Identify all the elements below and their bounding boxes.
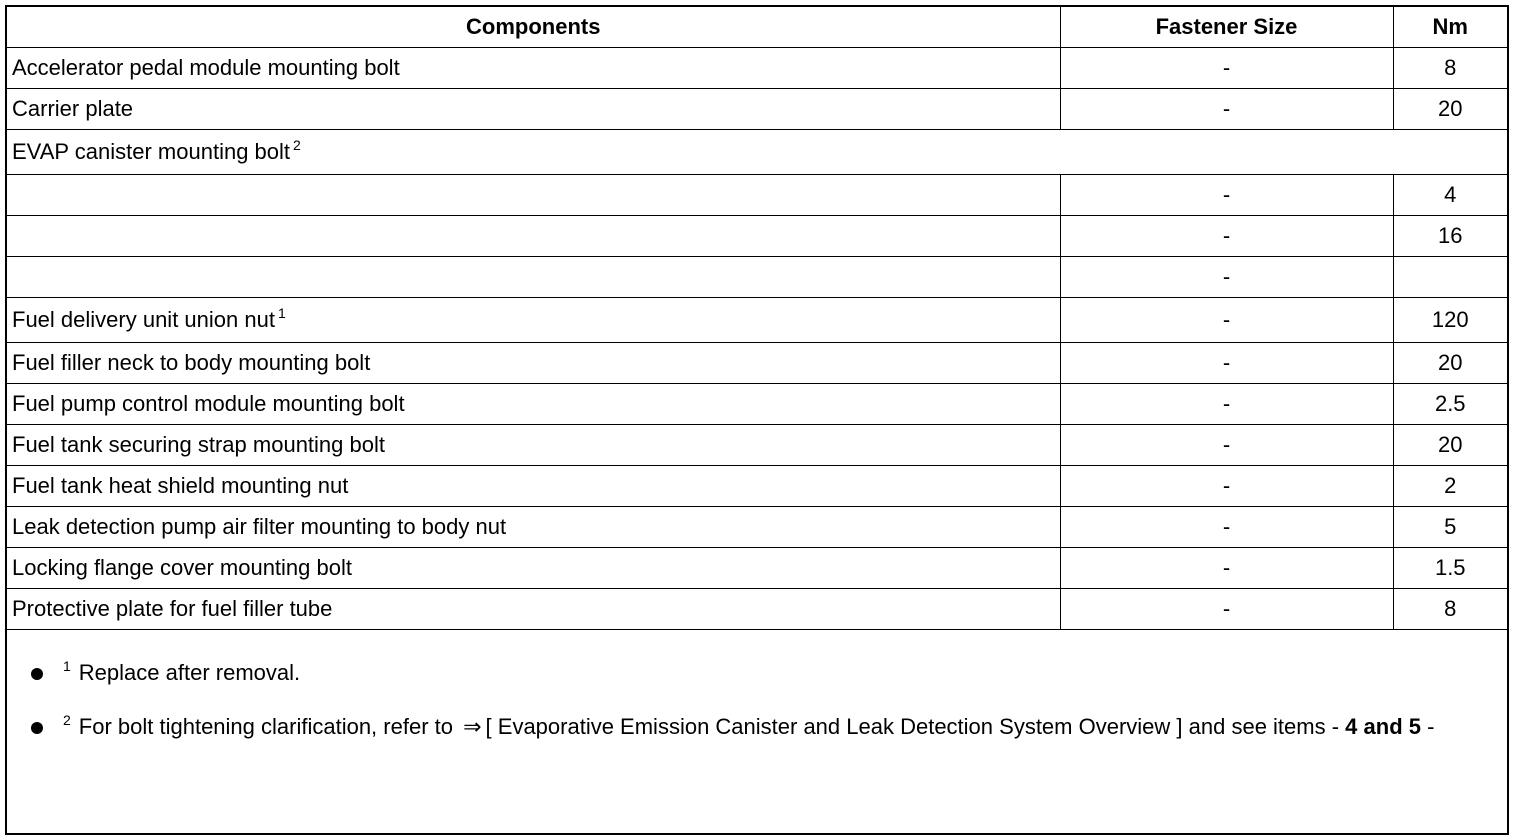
fastener-size-cell: - xyxy=(1060,589,1393,630)
component-cell: Fuel tank heat shield mounting nut xyxy=(7,466,1060,507)
fastener-size-cell: - xyxy=(1060,548,1393,589)
fastener-size-cell: - xyxy=(1060,507,1393,548)
table-row xyxy=(7,216,1507,257)
arrow-right-icon: ⇒ xyxy=(463,714,482,739)
bullet-icon xyxy=(31,668,43,680)
component-cell: Fuel pump control module mounting bolt xyxy=(7,384,1060,425)
fastener-size-cell: - xyxy=(1060,89,1393,130)
footnote-marker: 1 xyxy=(277,305,286,321)
nm-cell: 5 xyxy=(1393,507,1507,548)
nm-cell: 20 xyxy=(1393,343,1507,384)
fastener-size-cell: - xyxy=(1060,175,1393,216)
component-cell: Fuel filler neck to body mounting bolt xyxy=(7,343,1060,384)
component-cell: Protective plate for fuel filler tube xyxy=(7,589,1060,630)
item-numbers: 4 and 5 xyxy=(1345,714,1421,739)
table-row xyxy=(7,548,1507,589)
footnote-item xyxy=(7,658,1507,688)
footnote-number: 2 xyxy=(63,712,71,728)
header-fastener-size: Fastener Size xyxy=(1060,7,1393,48)
fastener-size-cell: - xyxy=(1060,384,1393,425)
header-nm: Nm xyxy=(1393,7,1507,48)
torque-specification-frame xyxy=(5,5,1509,835)
nm-cell: 2.5 xyxy=(1393,384,1507,425)
overview-reference-link[interactable]: [ Evaporative Emission Canister and Leak Detection System Overview ] xyxy=(485,714,1183,739)
nm-cell: 1.5 xyxy=(1393,548,1507,589)
fastener-size-cell: - xyxy=(1060,48,1393,89)
fastener-size-cell: - xyxy=(1060,298,1393,343)
fastener-size-cell: - xyxy=(1060,425,1393,466)
component-cell xyxy=(7,216,1060,257)
table-row xyxy=(7,589,1507,630)
nm-cell: 8 xyxy=(1393,589,1507,630)
table-row xyxy=(7,257,1507,298)
footnote-number: 1 xyxy=(63,658,71,674)
component-cell xyxy=(7,257,1060,298)
table-row xyxy=(7,425,1507,466)
footnote-text: Replace after removal. xyxy=(78,660,301,685)
component-cell: Leak detection pump air filter mounting to body nut xyxy=(7,507,1060,548)
table-row xyxy=(7,89,1507,130)
table-row xyxy=(7,298,1507,343)
table-header-row xyxy=(7,7,1507,48)
table-row xyxy=(7,384,1507,425)
footnote-text: For bolt tightening clarification, refer to xyxy=(78,714,453,739)
footnote-text: - xyxy=(1427,714,1435,739)
nm-cell: 20 xyxy=(1393,89,1507,130)
nm-cell: 16 xyxy=(1393,216,1507,257)
nm-cell: 4 xyxy=(1393,175,1507,216)
bullet-icon xyxy=(31,722,43,734)
component-cell: Locking flange cover mounting bolt xyxy=(7,548,1060,589)
table-row xyxy=(7,507,1507,548)
footnote-item xyxy=(7,712,1507,742)
table-row xyxy=(7,48,1507,89)
footnote-marker: 2 xyxy=(293,137,301,153)
nm-cell xyxy=(1393,257,1507,298)
component-cell: Carrier plate xyxy=(7,89,1060,130)
nm-cell: 2 xyxy=(1393,466,1507,507)
table-row xyxy=(7,175,1507,216)
torque-table xyxy=(7,7,1507,630)
fastener-size-cell: - xyxy=(1060,257,1393,298)
nm-cell: 8 xyxy=(1393,48,1507,89)
fastener-size-cell: - xyxy=(1060,216,1393,257)
fastener-size-cell: - xyxy=(1060,466,1393,507)
fastener-size-cell: - xyxy=(1060,343,1393,384)
component-cell: Fuel tank securing strap mounting bolt xyxy=(7,425,1060,466)
nm-cell: 120 xyxy=(1393,298,1507,343)
footnotes xyxy=(7,648,1507,742)
table-row-group-heading xyxy=(7,130,1507,175)
nm-cell: 20 xyxy=(1393,425,1507,466)
component-cell: Fuel delivery unit union nut $^1$ xyxy=(7,298,1060,343)
table-row xyxy=(7,343,1507,384)
table-row xyxy=(7,466,1507,507)
header-components: Components xyxy=(7,7,1060,48)
component-cell: Accelerator pedal module mounting bolt xyxy=(7,48,1060,89)
component-cell: EVAP canister mounting bolt $^2$ xyxy=(7,130,1507,175)
footnote-text: and see items - xyxy=(1188,714,1340,739)
component-cell xyxy=(7,175,1060,216)
